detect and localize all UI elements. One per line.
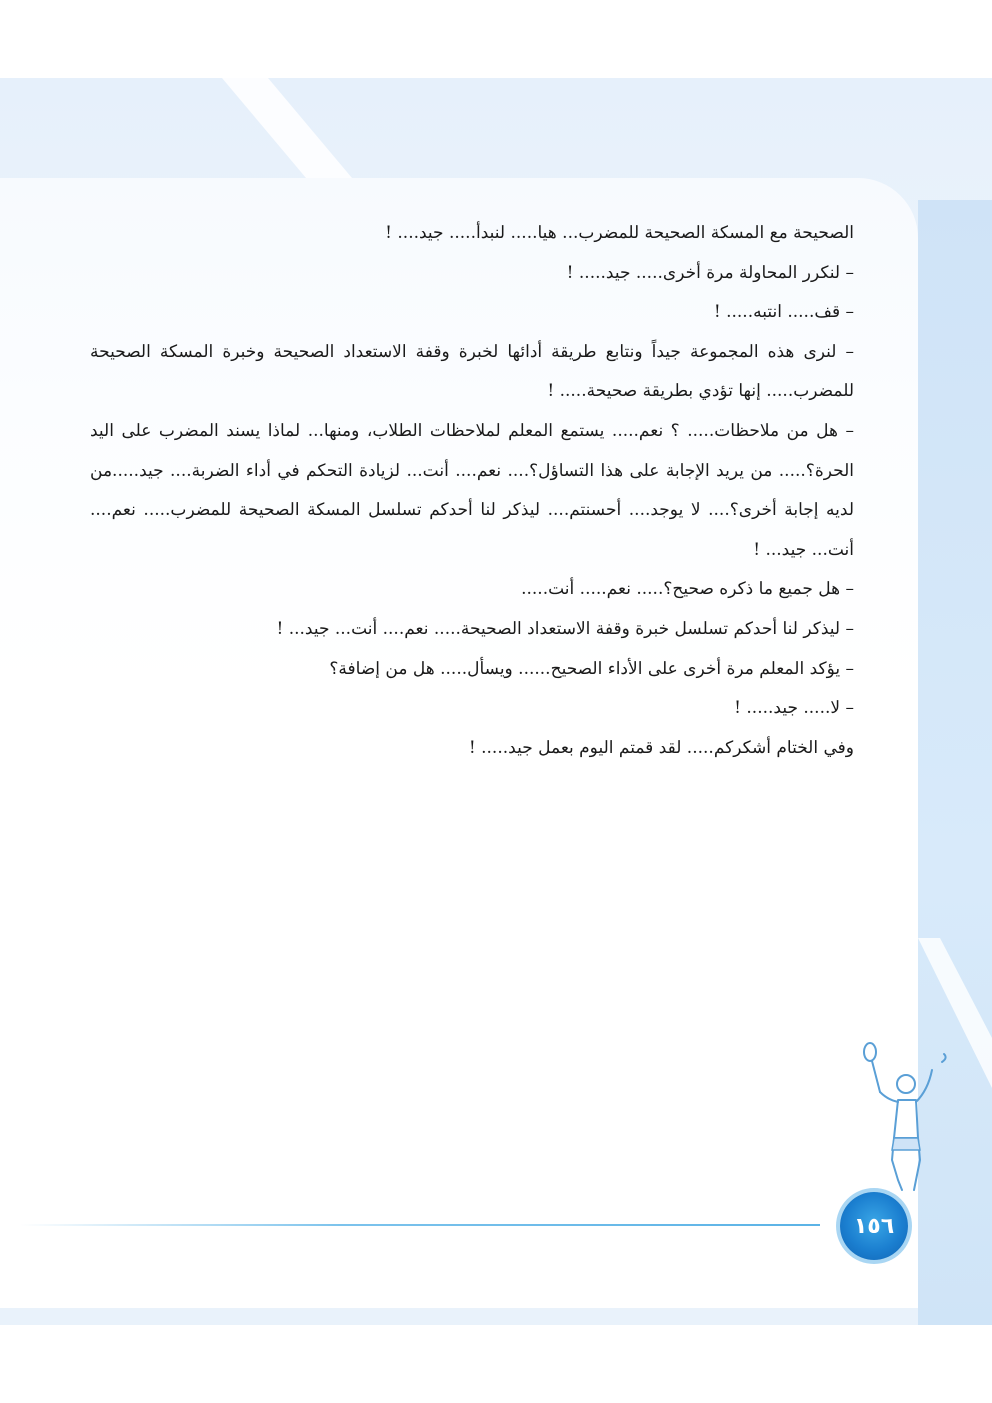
badminton-player-icon [858, 1040, 958, 1200]
paragraph: الصحيحة مع المسكة الصحيحة للمضرب... هيا..... لنبدأ..... جيد.... ! [385, 223, 854, 243]
page-number: ١٥٦ [853, 1213, 895, 1239]
page-number-badge [840, 1192, 908, 1260]
paragraph: – لا..... جيد..... ! [734, 698, 854, 719]
paragraph: – لنكرر المحاولة مرة أخرى..... جيد..... ! [566, 262, 854, 283]
paragraph: – ليذكر لنا أحدكم تسلسل خبرة وقفة الاستعداد الصحيحة..... نعم.... أنت... جيد... ! [276, 618, 854, 639]
footer-divider [20, 1224, 820, 1226]
paragraph: – هل جميع ما ذكره صحيح؟..... نعم..... أنت..... [521, 579, 854, 600]
paragraph: وفي الختام أشكركم..... لقد قمتم اليوم بعمل جيد..... ! [468, 737, 854, 758]
paragraph: – يؤكد المعلم مرة أخرى على الأداء الصحيح...... ويسأل..... هل من إضافة؟ [329, 658, 854, 679]
paragraph: – هل من ملاحظات..... ؟ نعم..... يستمع المعلم لملاحظات الطلاب، ومنها... لماذا يسند المضرب على اليد الحرة؟..... من يريد الإجابة على هذا التساؤل؟.... نعم.... أنت... لزيادة التحكم في أداء الضربة.... جيد.....من لديه إجابة أخرى؟.... لا يوجد.... أحسنتم.... ليذكر لنا أحدكم تسلسل المسكة الصحيحة للمضرب..... نعم.... أنت... جيد... ! [90, 420, 854, 560]
lesson-text [90, 214, 854, 768]
paragraph: – لنرى هذه المجموعة جيداً ونتابع طريقة أدائها لخبرة وقفة الاستعداد الصحيحة وخبرة المسكة الصحيحة للمضرب..... إنها تؤدي بطريقة صحيحة..... ! [90, 341, 854, 402]
paragraph: – قف..... انتبه..... ! [713, 302, 854, 323]
